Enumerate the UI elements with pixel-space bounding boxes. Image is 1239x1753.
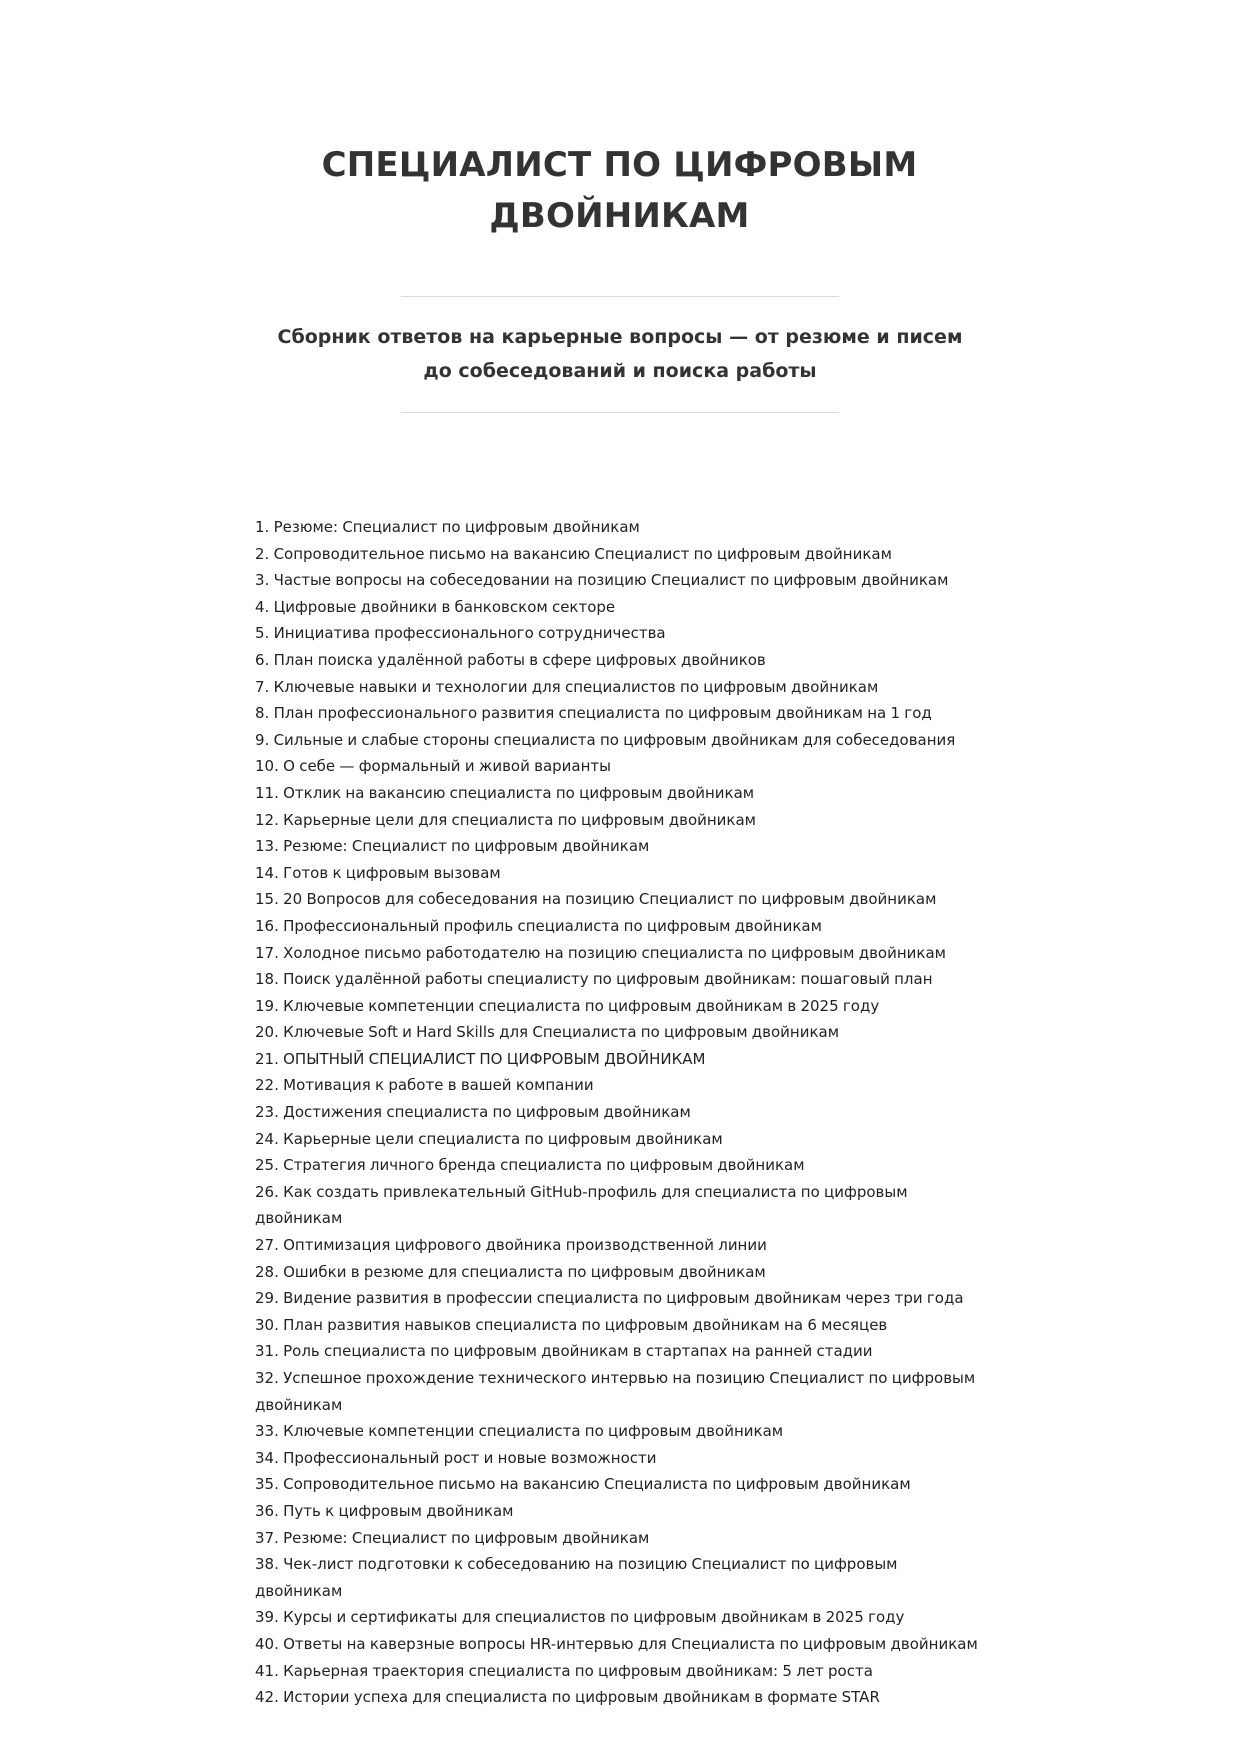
toc-item[interactable]: 7. Ключевые навыки и технологии для специалистов по цифровым двойникам <box>255 677 879 696</box>
toc-item[interactable]: 30. План развития навыков специалиста по цифровым двойникам на 6 месяцев <box>255 1315 888 1334</box>
toc-item[interactable]: 23. Достижения специалиста по цифровым двойникам <box>255 1103 691 1122</box>
toc-item[interactable]: 35. Сопроводительное письмо на вакансию Специалиста по цифровым двойникам <box>255 1475 911 1494</box>
toc-item[interactable]: 22. Мотивация к работе в вашей компании <box>255 1076 594 1095</box>
toc-item[interactable]: 11. Отклик на вакансию специалиста по цифровым двойникам <box>255 783 755 802</box>
toc-item[interactable]: 36. Путь к цифровым двойникам <box>255 1501 514 1520</box>
table-of-contents <box>255 514 985 1711</box>
toc-item[interactable]: 24. Карьерные цели специалиста по цифровым двойникам <box>255 1129 723 1148</box>
toc-item[interactable]: 25. Стратегия личного бренда специалиста по цифровым двойникам <box>255 1156 805 1175</box>
toc-item[interactable]: 19. Ключевые компетенции специалиста по цифровым двойникам в 2025 году <box>255 996 880 1015</box>
toc-item[interactable]: 14. Готов к цифровым вызовам <box>255 863 501 882</box>
document-title-line-1: СПЕЦИАЛИСТ ПО ЦИФРОВЫМ <box>321 145 918 185</box>
toc-item[interactable]: 16. Профессиональный профиль специалиста по цифровым двойникам <box>255 916 822 935</box>
document-title <box>0 140 1239 242</box>
document-subtitle: Сборник ответов на карьерные вопросы — от резюме и писем до собеседований и поиска работы <box>277 326 963 382</box>
toc-item[interactable]: 4. Цифровые двойники в банковском секторе <box>255 597 616 616</box>
toc-item[interactable]: 29. Видение развития в профессии специалиста по цифровым двойникам через три года <box>255 1289 964 1308</box>
toc-item[interactable]: 27. Оптимизация цифрового двойника производственной линии <box>255 1236 767 1255</box>
toc-item[interactable]: 5. Инициатива профессионального сотрудничества <box>255 624 666 643</box>
toc-item[interactable]: 8. План профессионального развития специалиста по цифровым двойникам на 1 год <box>255 704 932 723</box>
toc-item[interactable]: 10. О себе — формальный и живой варианты <box>255 757 612 776</box>
toc-item[interactable]: 26. Как создать привлекательный GitHub-профиль для специалиста по цифровым двойникам <box>255 1182 908 1228</box>
document-title-line-2: ДВОЙНИКАМ <box>489 196 750 236</box>
toc-item[interactable]: 38. Чек-лист подготовки к собеседованию на позицию Специалист по цифровым двойникам <box>255 1555 898 1600</box>
toc-item[interactable]: 17. Холодное письмо работодателю на позицию специалиста по цифровым двойникам <box>255 943 946 962</box>
title-divider-bottom <box>401 412 839 413</box>
toc-item[interactable]: 6. План поиска удалённой работы в сфере цифровых двойников <box>255 650 766 669</box>
toc-item[interactable]: 12. Карьерные цели для специалиста по цифровым двойникам <box>255 810 756 829</box>
toc-item[interactable]: 40. Ответы на каверзные вопросы HR-интервью для Специалиста по цифровым двойникам <box>255 1634 978 1653</box>
toc-item[interactable]: 39. Курсы и сертификаты для специалистов по цифровым двойникам в 2025 году <box>255 1608 905 1627</box>
toc-item[interactable]: 31. Роль специалиста по цифровым двойникам в стартапах на ранней стадии <box>255 1342 873 1361</box>
toc-item[interactable]: 15. 20 Вопросов для собеседования на позицию Специалист по цифровым двойникам <box>255 890 937 909</box>
toc-item[interactable]: 41. Карьерная траектория специалиста по цифровым двойникам: 5 лет роста <box>255 1661 873 1680</box>
toc-item[interactable]: 20. Ключевые Soft и Hard Skills для Специалиста по цифровым двойникам <box>255 1023 840 1042</box>
toc-item[interactable]: 18. Поиск удалённой работы специалисту по цифровым двойникам: пошаговый план <box>255 970 933 989</box>
toc-item[interactable]: 13. Резюме: Специалист по цифровым двойникам <box>255 837 650 856</box>
toc-item[interactable]: 37. Резюме: Специалист по цифровым двойникам <box>255 1528 650 1547</box>
title-divider-top <box>401 296 839 297</box>
toc-item[interactable]: 9. Сильные и слабые стороны специалиста по цифровым двойникам для собеседования <box>255 730 956 749</box>
toc-item[interactable]: 3. Частые вопросы на собеседовании на позицию Специалист по цифровым двойникам <box>255 571 949 590</box>
toc-item[interactable]: 34. Профессиональный рост и новые возможности <box>255 1448 657 1467</box>
toc-item[interactable]: 33. Ключевые компетенции специалиста по цифровым двойникам <box>255 1422 784 1441</box>
toc-item[interactable]: 21. ОПЫТНЫЙ СПЕЦИАЛИСТ ПО ЦИФРОВЫМ ДВОЙНИКАМ <box>255 1049 706 1068</box>
toc-item[interactable]: 32. Успешное прохождение технического интервью на позицию Специалист по цифровым двойникам <box>255 1369 976 1414</box>
toc-item[interactable]: 1. Резюме: Специалист по цифровым двойникам <box>255 518 640 536</box>
toc-item[interactable]: 2. Сопроводительное письмо на вакансию Специалист по цифровым двойникам <box>255 544 892 563</box>
toc-item[interactable]: 42. Истории успеха для специалиста по цифровым двойникам в формате STAR <box>255 1688 880 1707</box>
toc-item[interactable]: 28. Ошибки в резюме для специалиста по цифровым двойникам <box>255 1262 766 1281</box>
